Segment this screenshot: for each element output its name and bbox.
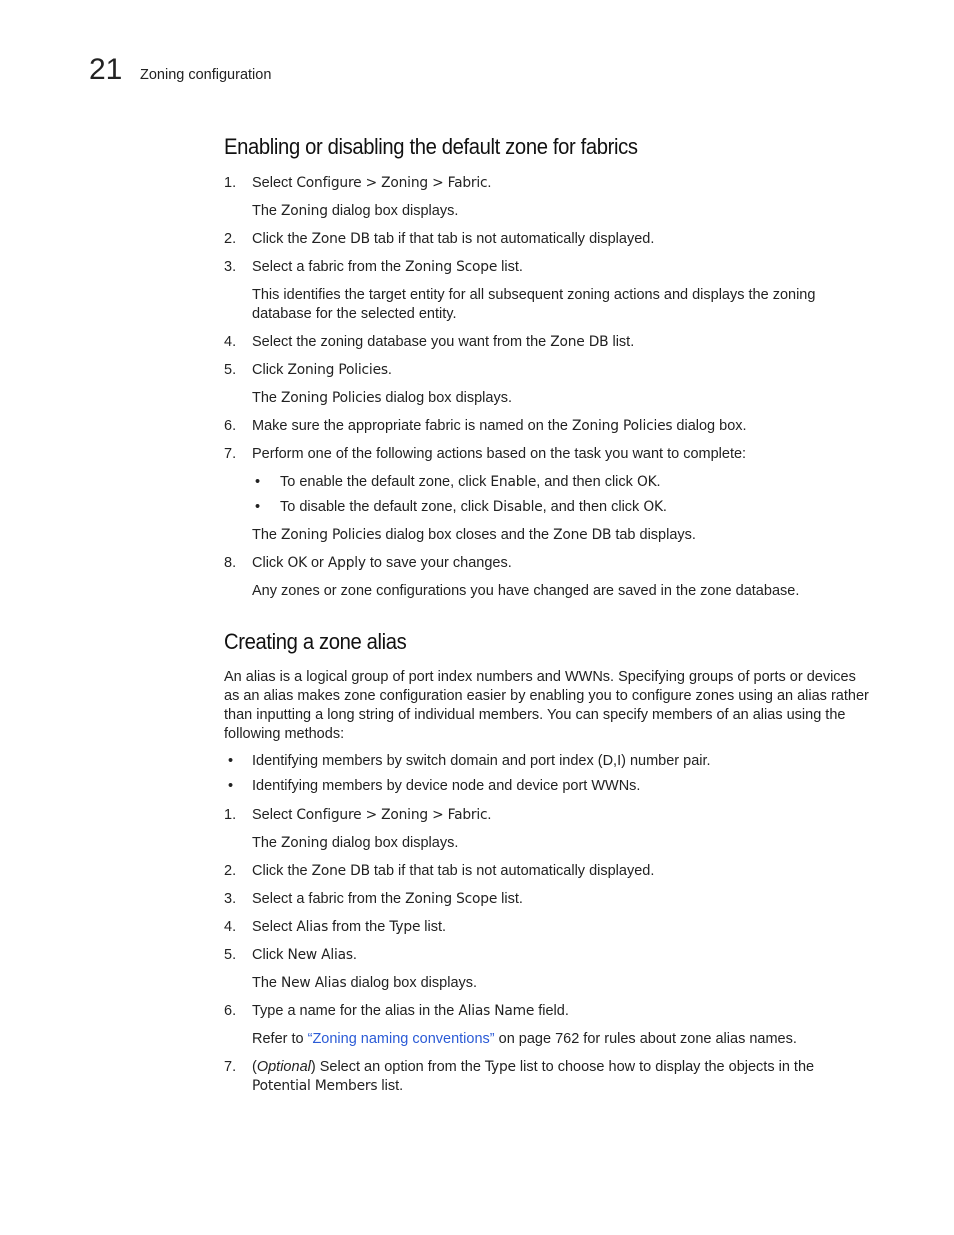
note-text: dialog box displays. bbox=[327, 203, 459, 219]
step-number: 4. bbox=[224, 919, 237, 935]
step-text: Select bbox=[252, 919, 297, 935]
note-text: Any zones or zone configurations you have changed are saved in the zone database. bbox=[252, 583, 800, 599]
step-number: 2. bbox=[224, 231, 237, 247]
step-text: Click the bbox=[252, 231, 312, 247]
ui-term: Zoning Policies bbox=[571, 418, 673, 434]
ui-term: Alias Name bbox=[458, 1003, 535, 1019]
bullet-icon: • bbox=[255, 499, 261, 515]
note-text: tab displays. bbox=[611, 527, 696, 543]
ui-term: Type bbox=[484, 1059, 516, 1075]
bullet-text: To disable the default zone, click bbox=[280, 499, 493, 515]
ui-term: Zone DB bbox=[550, 334, 609, 350]
step-text: ( bbox=[252, 1059, 257, 1075]
step-text: list. bbox=[420, 919, 447, 935]
step-text: dialog box. bbox=[672, 418, 747, 434]
ui-term: Zoning bbox=[281, 835, 328, 851]
step-text: list. bbox=[497, 259, 523, 275]
ui-term: Zone DB bbox=[311, 863, 370, 879]
bullet-icon: • bbox=[255, 474, 261, 490]
step-text: . bbox=[387, 362, 392, 378]
ui-term: OK bbox=[643, 499, 663, 515]
note-text: The bbox=[252, 390, 282, 406]
bullet-text: Identifying members by switch domain and port index (D,I) number pair. bbox=[252, 753, 711, 769]
step-number: 7. bbox=[224, 446, 237, 462]
cross-reference-link[interactable]: “Zoning naming conventions” bbox=[307, 1031, 495, 1047]
note-text: This identifies the target entity for all subsequent zoning actions and displays the zoning database for the selected entity. bbox=[252, 287, 816, 322]
bullet-text: Identifying members by device node and device port WWNs. bbox=[252, 778, 641, 794]
section-heading-default-zone: Enabling or disabling the default zone for fabrics bbox=[224, 134, 638, 159]
step-text: Select a fabric from the bbox=[252, 259, 406, 275]
step-text: list. bbox=[497, 891, 523, 907]
note-text: The bbox=[252, 835, 282, 851]
step-text: or bbox=[306, 555, 328, 571]
chapter-title: Zoning configuration bbox=[140, 67, 272, 83]
step-text: tab if that tab is not automatically displayed. bbox=[369, 231, 655, 247]
step-text: to save your changes. bbox=[365, 555, 512, 571]
step-text: from the bbox=[328, 919, 390, 935]
ui-term: Apply bbox=[327, 555, 366, 571]
step-number: 6. bbox=[224, 1003, 237, 1019]
step-text: . bbox=[487, 807, 492, 823]
ui-term: Type bbox=[389, 919, 421, 935]
ui-path: Configure > Zoning > Fabric bbox=[296, 807, 488, 823]
note-text: dialog box closes and the bbox=[381, 527, 554, 543]
bullet-icon: • bbox=[228, 778, 234, 794]
ui-term: Zoning Policies bbox=[281, 390, 382, 406]
bullet-text: , and then click bbox=[536, 474, 637, 490]
note-text: dialog box displays. bbox=[327, 835, 459, 851]
ui-term: Zoning Scope bbox=[405, 259, 498, 275]
note-text: The bbox=[252, 975, 282, 991]
ui-term: Zone DB bbox=[311, 231, 370, 247]
note-text: The bbox=[252, 203, 282, 219]
step-text: Make sure the appropriate fabric is named on the bbox=[252, 418, 572, 434]
ui-term: OK bbox=[287, 555, 307, 571]
step-number: 6. bbox=[224, 418, 237, 434]
step-text: Click the bbox=[252, 863, 312, 879]
step-text: field. bbox=[534, 1003, 569, 1019]
ui-term: Potential Members bbox=[252, 1078, 378, 1094]
paragraph-text: An alias is a logical group of port index numbers and WWNs. Specifying groups of ports or devices as an alias makes zone configuration easier by enabling you to configure zones using an alias rather than inputting a long string of individual members. You can specify members of an alias using the following methods: bbox=[224, 669, 869, 742]
bullet-text: . bbox=[662, 499, 667, 515]
step-text: Click bbox=[252, 555, 288, 571]
ui-term: Zoning Policies bbox=[287, 362, 388, 378]
step-text: . bbox=[352, 947, 357, 963]
step-number: 2. bbox=[224, 863, 237, 879]
step-text: Type a name for the alias in the bbox=[252, 1003, 459, 1019]
step-text: ) Select an option from the bbox=[310, 1059, 485, 1075]
bullet-text: To enable the default zone, click bbox=[280, 474, 491, 490]
ui-term: Disable bbox=[492, 499, 543, 515]
note-text: dialog box displays. bbox=[346, 975, 478, 991]
ui-term: Zoning Policies bbox=[281, 527, 382, 543]
step-text: list. bbox=[608, 334, 635, 350]
step-number: 7. bbox=[224, 1059, 237, 1075]
step-text: Select a fabric from the bbox=[252, 891, 406, 907]
step-text: Select the zoning database you want from the bbox=[252, 334, 551, 350]
bullet-text: . bbox=[656, 474, 661, 490]
step-number: 1. bbox=[224, 807, 237, 823]
bullet-text: , and then click bbox=[542, 499, 644, 515]
ui-term: Zoning bbox=[281, 203, 328, 219]
step-number: 5. bbox=[224, 947, 237, 963]
note-text: on page 762 for rules about zone alias names. bbox=[494, 1031, 797, 1047]
ui-term: Zone DB bbox=[553, 527, 612, 543]
ui-term: New Alias bbox=[287, 947, 353, 963]
section-heading-zone-alias: Creating a zone alias bbox=[224, 629, 407, 654]
step-text: tab if that tab is not automatically displayed. bbox=[369, 863, 655, 879]
step-text: Select bbox=[252, 175, 297, 191]
step-text: Click bbox=[252, 947, 288, 963]
step-text: . bbox=[487, 175, 492, 191]
ui-term: Alias bbox=[296, 919, 329, 935]
note-text: The bbox=[252, 527, 282, 543]
ui-term: Zoning Scope bbox=[405, 891, 498, 907]
step-number: 4. bbox=[224, 334, 237, 350]
bullet-icon: • bbox=[228, 753, 234, 769]
step-number: 1. bbox=[224, 175, 237, 191]
optional-label: Optional bbox=[256, 1059, 311, 1075]
ui-term: Enable bbox=[490, 474, 537, 490]
step-number: 5. bbox=[224, 362, 237, 378]
ui-term: New Alias bbox=[281, 975, 347, 991]
ui-term: OK bbox=[636, 474, 657, 490]
step-number: 3. bbox=[224, 891, 237, 907]
step-text: list to choose how to display the objects in the bbox=[515, 1059, 815, 1075]
ui-path: Configure > Zoning > Fabric bbox=[296, 175, 488, 191]
step-number: 3. bbox=[224, 259, 237, 275]
note-text: Refer to bbox=[252, 1031, 308, 1047]
note-text: dialog box displays. bbox=[381, 390, 512, 406]
step-text: Select bbox=[252, 807, 297, 823]
step-number: 8. bbox=[224, 555, 237, 571]
step-text: list. bbox=[377, 1078, 404, 1094]
chapter-number: 21 bbox=[89, 53, 123, 86]
step-text: Click bbox=[252, 362, 288, 378]
step-text: Perform one of the following actions based on the task you want to complete: bbox=[252, 446, 747, 462]
